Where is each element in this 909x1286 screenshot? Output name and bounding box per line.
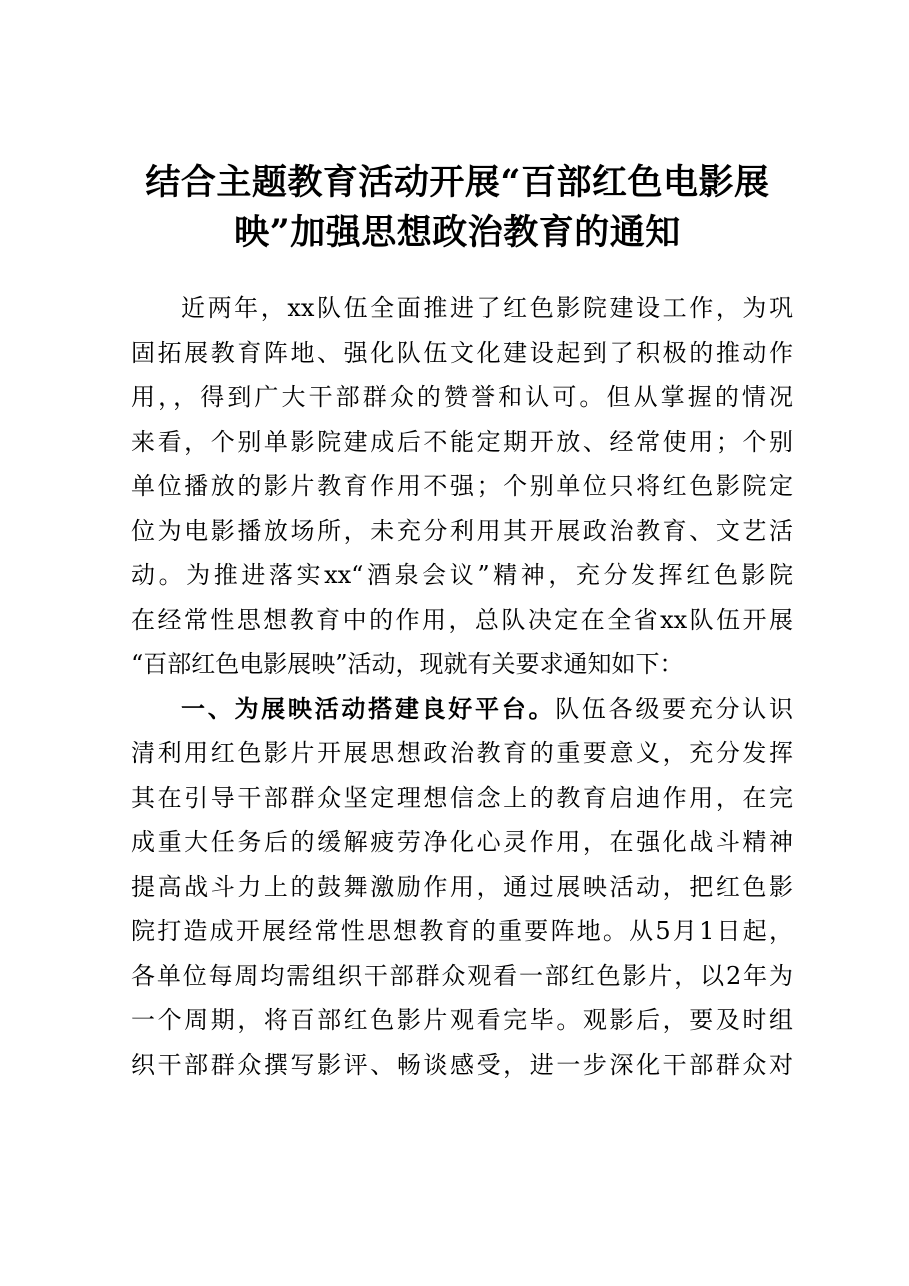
paragraph-line: 一个周期，将百部红色影片观看完毕。观影后，要及时组	[131, 1006, 793, 1034]
paragraph-line: “百部红色电影展映”活动，现就有关要求通知如下：	[131, 650, 684, 678]
title-line-2: 映”加强思想政治教育的通知	[234, 212, 681, 253]
paragraph-line: 固拓展教育阵地、强化队伍文化建设起到了积极的推动作	[131, 338, 793, 367]
document-title	[120, 158, 795, 258]
paragraph-line: 其在引导干部群众坚定理想信念上的教育启迪作用，在完	[131, 783, 793, 812]
paragraph-line: 各单位每周均需组织干部群众观看一部红色影片，以2年为	[131, 961, 793, 990]
section-one-lead-text: 队伍各级要充分认识	[555, 694, 794, 723]
title-line-1: 结合主题教育活动开展“百部红色电影展	[145, 162, 770, 203]
paragraph-line: 清利用红色影片开展思想政治教育的重要意义，充分发挥	[131, 739, 793, 767]
paragraph-line: 单位播放的影片教育作用不强；个别单位只将红色影院定	[131, 472, 793, 500]
paragraph-line: 院打造成开展经常性思想教育的重要阵地。从5月1日起，	[131, 917, 793, 945]
paragraph-line: 位为电影播放场所，未充分利用其开展政治教育、文艺活	[131, 516, 793, 545]
paragraph-line: 织干部群众撰写影评、畅谈感受，进一步深化干部群众对	[131, 1050, 793, 1079]
paragraph-line: 在经常性思想教育中的作用，总队决定在全省xx队伍开展	[131, 605, 793, 634]
paragraph-line: 用，，得到广大干部群众的赞誉和认可。但从掌握的情况	[131, 383, 793, 411]
intro-paragraph	[131, 286, 811, 687]
paragraph-line: 成重大任务后的缓解疲劳净化心灵作用，在强化战斗精神	[131, 828, 793, 856]
paragraph-line: 提高战斗力上的鼓舞激励作用，通过展映活动，把红色影	[131, 872, 793, 901]
paragraph-line: 近两年，xx队伍全面推进了红色影院建设工作，为巩	[181, 294, 793, 322]
paragraph-line: 动。为推进落实xx“酒泉会议”精神，充分发挥红色影院	[131, 561, 793, 589]
document-body	[131, 286, 811, 1087]
section-one-heading: 一、为展映活动搭建良好平台。	[181, 693, 556, 723]
section-one-paragraph	[131, 687, 811, 1088]
paragraph-line	[131, 687, 793, 732]
paragraph-line: 来看，个别单影院建成后不能定期开放、经常使用；个别	[131, 427, 793, 456]
